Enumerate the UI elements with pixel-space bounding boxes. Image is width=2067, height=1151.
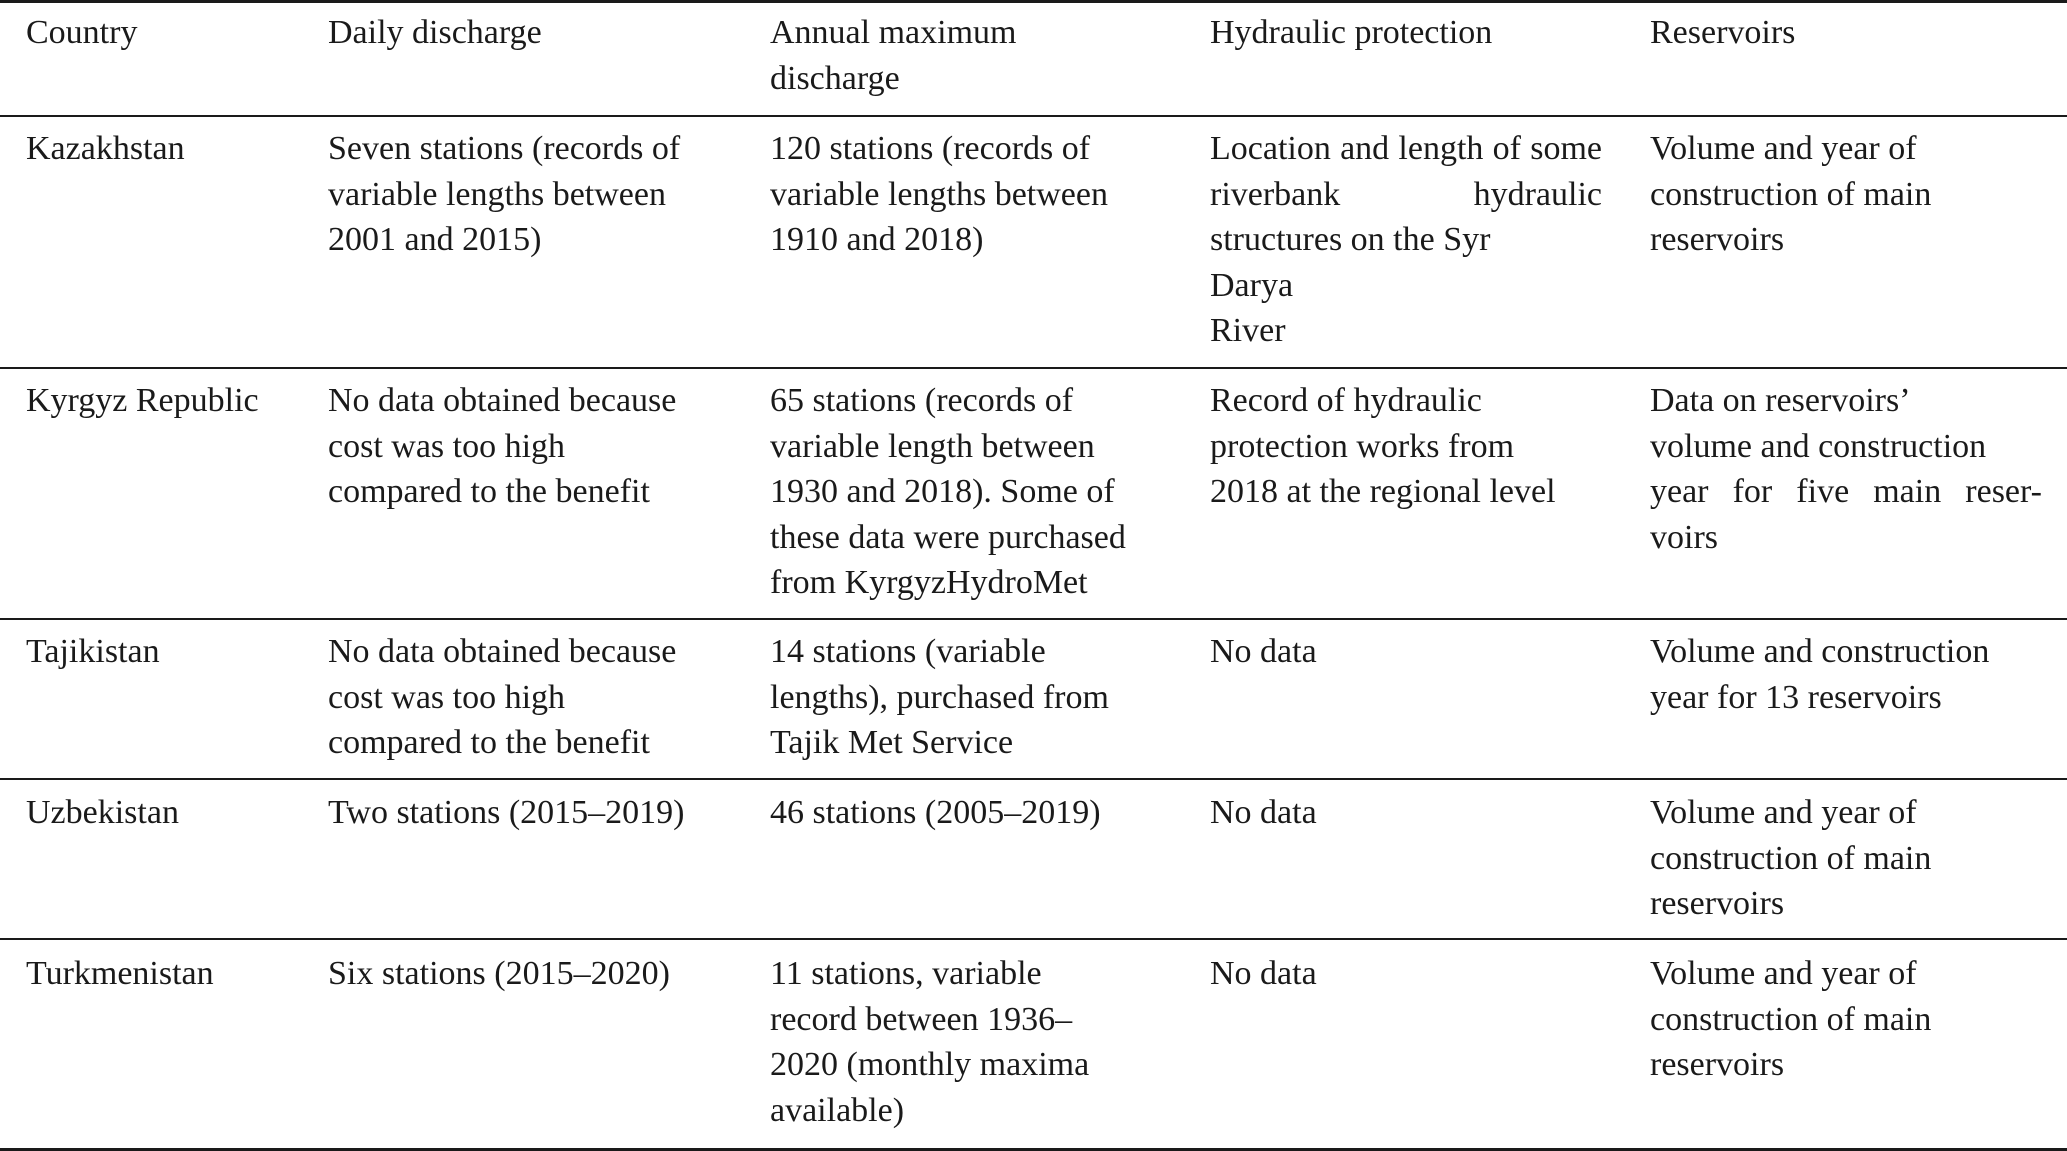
row-divider	[0, 938, 2067, 940]
cell-hydraulic-protection: No data	[1210, 955, 1317, 992]
header-hydraulic-protection: Hydraulic protection	[1210, 14, 1493, 51]
cell-daily-discharge: Two stations (2015–2019)	[328, 794, 685, 831]
cell-reservoirs-justified-line: year for five main reser-	[1650, 473, 2042, 510]
header-bottom-rule	[0, 115, 2067, 117]
cell-hydraulic-protection: No data	[1210, 794, 1317, 831]
row-divider	[0, 367, 2067, 369]
cell-hydraulic-protection-continued: Darya River	[1210, 266, 1294, 349]
cell-reservoirs: Volume and year of construction of main reservoirs	[1650, 955, 1932, 1083]
cell-daily-discharge: No data obtained because cost was too high compared to the benefit	[328, 382, 677, 510]
row-divider	[0, 618, 2067, 620]
cell-hydraulic-protection: Record of hydraulic protection works from 2018 at the regional level	[1210, 382, 1556, 510]
cell-hydraulic-protection: No data	[1210, 633, 1317, 670]
cell-country: Uzbekistan	[26, 794, 179, 831]
cell-hydraulic-protection: Location and length of some riverbank hydraulic structures on the Syr	[1210, 130, 1602, 258]
header-annual-maximum-discharge: Annual maximum discharge	[770, 14, 1017, 97]
cell-country: Tajikistan	[26, 633, 160, 670]
cell-reservoirs: Volume and year of construction of main reservoirs	[1650, 130, 1932, 258]
cell-country: Kyrgyz Republic	[26, 382, 259, 419]
cell-annual-maximum-discharge: 46 stations (2005–2019)	[770, 794, 1101, 831]
cell-annual-maximum-discharge: 65 stations (records of variable length between 1930 and 2018). Some of these data were purchased from KyrgyzHydroMet	[770, 382, 1126, 601]
cell-country: Kazakhstan	[26, 130, 185, 167]
cell-reservoirs-continued: voirs	[1650, 518, 1718, 556]
header-country: Country	[26, 14, 138, 51]
cell-annual-maximum-discharge: 14 stations (variable lengths), purchased from Tajik Met Service	[770, 633, 1109, 761]
cell-annual-maximum-discharge: 11 stations, variable record between 1936– 2020 (monthly maxima available)	[770, 955, 1090, 1129]
table-top-rule	[0, 0, 2067, 3]
cell-reservoirs: Data on reservoirs’ volume and construction	[1650, 382, 1987, 465]
cell-country: Turkmenistan	[26, 955, 214, 992]
cell-annual-maximum-discharge: 120 stations (records of variable lengths between 1910 and 2018)	[770, 130, 1108, 258]
row-divider	[0, 778, 2067, 780]
cell-reservoirs: Volume and construction year for 13 reservoirs	[1650, 633, 1990, 716]
header-daily-discharge: Daily discharge	[328, 14, 542, 51]
cell-daily-discharge: No data obtained because cost was too high compared to the benefit	[328, 633, 677, 761]
cell-daily-discharge: Six stations (2015–2020)	[328, 955, 670, 992]
cell-reservoirs: Volume and year of construction of main reservoirs	[1650, 794, 1932, 922]
cell-daily-discharge: Seven stations (records of variable lengths between 2001 and 2015)	[328, 130, 681, 258]
header-reservoirs: Reservoirs	[1650, 14, 1796, 51]
